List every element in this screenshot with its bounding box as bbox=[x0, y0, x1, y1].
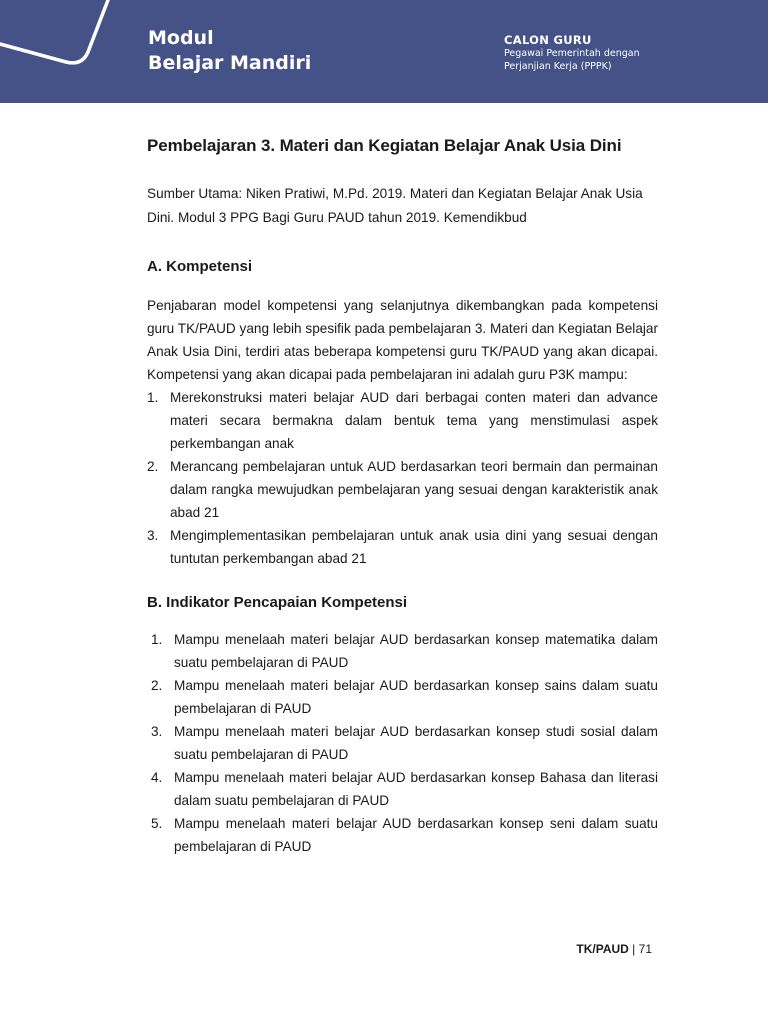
list-item-number: 4. bbox=[151, 770, 163, 785]
list-item bbox=[147, 524, 658, 570]
list-item-number: 1. bbox=[147, 390, 159, 405]
list-item bbox=[147, 720, 658, 766]
pppk-label-line2: Perjanjian Kerja (PPPK) bbox=[504, 61, 612, 72]
pppk-label-line1: Pegawai Pemerintah dengan bbox=[504, 48, 640, 59]
list-item-text: Mampu menelaah materi belajar AUD berdasarkan konsep matematika dalam suatu pembelajaran di PAUD bbox=[174, 632, 658, 670]
list-item-number: 2. bbox=[151, 678, 163, 693]
list-item-text: Mengimplementasikan pembelajaran untuk anak usia dini yang sesuai dengan tuntutan perkembangan abad 21 bbox=[170, 528, 658, 566]
list-item bbox=[147, 455, 658, 524]
page-footer bbox=[560, 941, 652, 957]
list-item bbox=[147, 386, 658, 455]
competency-list bbox=[147, 386, 658, 570]
footer-label: TK/PAUD bbox=[576, 942, 629, 956]
footer-separator: | bbox=[632, 942, 636, 956]
list-item-number: 1. bbox=[151, 632, 163, 647]
list-item-text: Mampu menelaah materi belajar AUD berdasarkan konsep studi sosial dalam suatu pembelajaran di PAUD bbox=[174, 724, 658, 762]
header-decoration-graphic bbox=[0, 0, 130, 103]
section-a-intro: Penjabaran model kompetensi yang selanjutnya dikembangkan pada kompetensi guru TK/PAUD yang lebih spesifik pada pembelajaran 3. Materi dan Kegiatan Belajar Anak Usia Dini, terdiri atas beberapa kompetensi guru TK/PAUD yang akan dicapai. Kompetensi yang akan dicapai pada pembelajaran ini adalah guru P3K mampu: bbox=[147, 298, 658, 382]
page-title: Pembelajaran 3. Materi dan Kegiatan Belajar Anak Usia Dini bbox=[147, 136, 622, 155]
list-item bbox=[147, 812, 658, 858]
section-b-title: B. Indikator Pencapaian Kompetensi bbox=[147, 594, 408, 611]
module-title-line1: Modul bbox=[148, 27, 214, 49]
list-item bbox=[147, 674, 658, 720]
section-a-title: A. Kompetensi bbox=[147, 258, 253, 275]
list-item-number: 3. bbox=[147, 528, 159, 543]
list-item-text: Mampu menelaah materi belajar AUD berdasarkan konsep seni dalam suatu pembelajaran di PAUD bbox=[174, 816, 658, 854]
source-reference: Sumber Utama: Niken Pratiwi, M.Pd. 2019. Materi dan Kegiatan Belajar Anak Usia Dini. Modul 3 PPG Bagi Guru PAUD tahun 2019. Kemendikbud bbox=[147, 186, 643, 225]
list-item bbox=[147, 628, 658, 674]
indicator-list bbox=[147, 628, 658, 858]
module-title bbox=[148, 26, 311, 76]
list-item-number: 2. bbox=[147, 459, 159, 474]
module-title-line2: Belajar Mandiri bbox=[148, 52, 312, 74]
list-item-number: 3. bbox=[151, 724, 163, 739]
page-content bbox=[147, 134, 658, 858]
list-item bbox=[147, 766, 658, 812]
list-item-text: Merekonstruksi materi belajar AUD dari berbagai conten materi dan advance materi secara bermakna dalam bentuk tema yang menstimulasi aspek perkembangan anak bbox=[170, 390, 658, 451]
list-item-number: 5. bbox=[151, 816, 163, 831]
header-subtitle bbox=[504, 33, 640, 73]
list-item-text: Mampu menelaah materi belajar AUD berdasarkan konsep sains dalam suatu pembelajaran di PAUD bbox=[174, 678, 658, 716]
list-item-text: Merancang pembelajaran untuk AUD berdasarkan teori bermain dan permainan dalam rangka mewujudkan pembelajaran yang sesuai dengan karakteristik anak abad 21 bbox=[170, 459, 658, 520]
page-header bbox=[0, 0, 768, 103]
list-item-text: Mampu menelaah materi belajar AUD berdasarkan konsep Bahasa dan literasi dalam suatu pembelajaran di PAUD bbox=[174, 770, 658, 808]
page-number: 71 bbox=[638, 942, 652, 956]
calon-guru-label: CALON GURU bbox=[504, 33, 592, 47]
